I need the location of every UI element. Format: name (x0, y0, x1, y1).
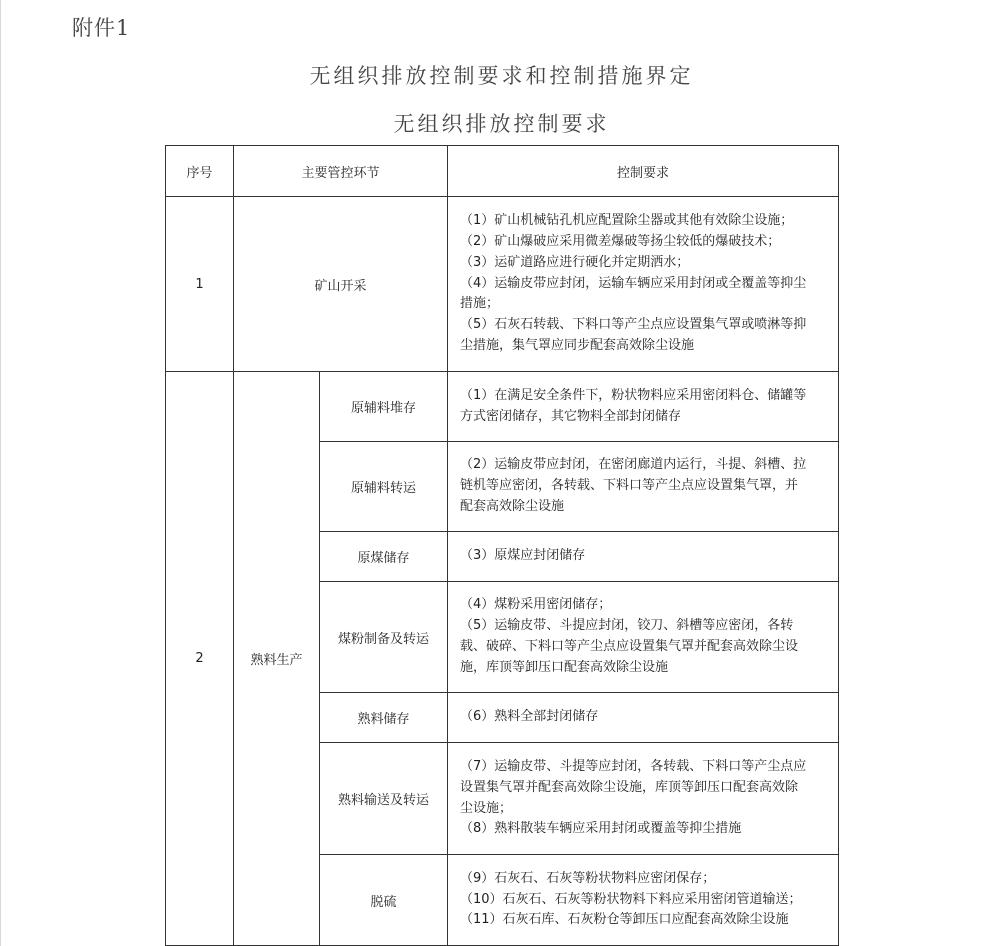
control-requirements-table (165, 145, 839, 946)
seq-cell: 1 (166, 197, 234, 372)
requirement-line: 措施； (460, 296, 500, 312)
substage-cell: 熟料输送及转运 (320, 743, 448, 855)
requirement-cell (448, 743, 839, 855)
requirement-cell (448, 442, 839, 532)
left-edge-line (0, 0, 1, 946)
requirement-line: （9）石灰石、石灰等粉状物料应密闭保存； (460, 870, 716, 886)
requirement-cell (448, 372, 839, 442)
requirement-line: （8）熟料散装车辆应采用封闭或覆盖等抑尘措施 (460, 821, 742, 837)
requirement-line: （5）运输皮带、斗提应封闭，铰刀、斜槽等应密闭，各转 (460, 618, 794, 634)
requirement-cell (448, 855, 839, 946)
table-row (166, 372, 839, 442)
requirement-cell (448, 197, 839, 372)
requirement-line: （2）矿山爆破应采用微差爆破等扬尘较低的爆破技术； (460, 234, 781, 249)
requirement-cell (448, 582, 839, 693)
requirement-line: （7）运输皮带、斗提等应封闭，各转载、下料口等产尘点应 (460, 758, 807, 774)
requirement-line: （6）熟料全部封闭储存 (460, 709, 599, 725)
substage-cell: 熟料储存 (320, 693, 448, 743)
requirement-line: 配套高效除尘设施 (460, 498, 565, 514)
document-subtitle: 无组织排放控制要求 (393, 112, 610, 136)
requirement-line: 尘设施； (460, 800, 513, 816)
requirement-line: （5）石灰石转载、下料口等产尘点应设置集气罩或喷淋等抑 (460, 317, 807, 333)
substage-cell: 煤粉制备及转运 (320, 582, 448, 693)
requirement-cell (448, 532, 839, 582)
substage-cell: 原辅料转运 (320, 442, 448, 532)
requirement-line: 设置集气罩并配套高效除尘设施，库顶等卸压口配套高效除 (460, 779, 799, 795)
substage-cell: 脱硫 (320, 855, 448, 946)
document-title: 无组织排放控制要求和控制措施界定 (309, 64, 694, 88)
table-header-row (166, 146, 839, 197)
requirement-line: （1）矿山机械钻孔机应配置除尘器或其他有效除尘设施； (460, 213, 794, 229)
stage-cell: 熟料生产 (234, 372, 320, 946)
requirement-line: 方式密闭储存，其它物料全部封闭储存 (460, 408, 682, 424)
substage-cell: 原煤储存 (320, 532, 448, 582)
requirement-line: 尘措施，集气罩应同步配套高效除尘设施 (460, 337, 695, 353)
stage-cell: 矿山开采 (234, 197, 448, 372)
requirement-line: 载、破碎、下料口等产尘点应设置集气罩并配套高效除尘设 (460, 639, 799, 654)
requirement-line: （11）石灰石库、石灰粉仓等卸压口应配套高效除尘设施 (460, 912, 789, 928)
requirement-line: （3）运矿道路应进行硬化并定期洒水； (460, 254, 690, 270)
requirement-line: （4）煤粉采用密闭储存； (460, 597, 612, 613)
substage-cell: 原辅料堆存 (320, 372, 448, 442)
requirement-line: （4）运输皮带应封闭，运输车辆应采用封闭或全覆盖等抑尘 (460, 275, 807, 291)
requirement-line: （10）石灰石、石灰等粉状物料下料应采用密闭管道输送； (460, 891, 802, 907)
requirement-cell (448, 693, 839, 743)
header-requirement: 控制要求 (448, 146, 839, 197)
requirement-line: 施，库顶等卸压口配套高效除尘设施 (460, 659, 669, 675)
attachment-label: 附件1 (72, 16, 131, 40)
table-row (166, 197, 839, 372)
requirement-line: （2）运输皮带应封闭，在密闭廊道内运行，斗提、斜槽、拉 (460, 457, 807, 473)
header-seq: 序号 (166, 146, 234, 197)
header-stage: 主要管控环节 (234, 146, 448, 197)
requirement-line: （1）在满足安全条件下，粉状物料应采用密闭料仓、储罐等 (460, 387, 807, 403)
requirement-line: 链机等应密闭，各转载、下料口等产尘点应设置集气罩，并 (460, 478, 799, 494)
seq-cell: 2 (166, 372, 234, 946)
requirement-line: （3）原煤应封闭储存 (460, 548, 586, 564)
